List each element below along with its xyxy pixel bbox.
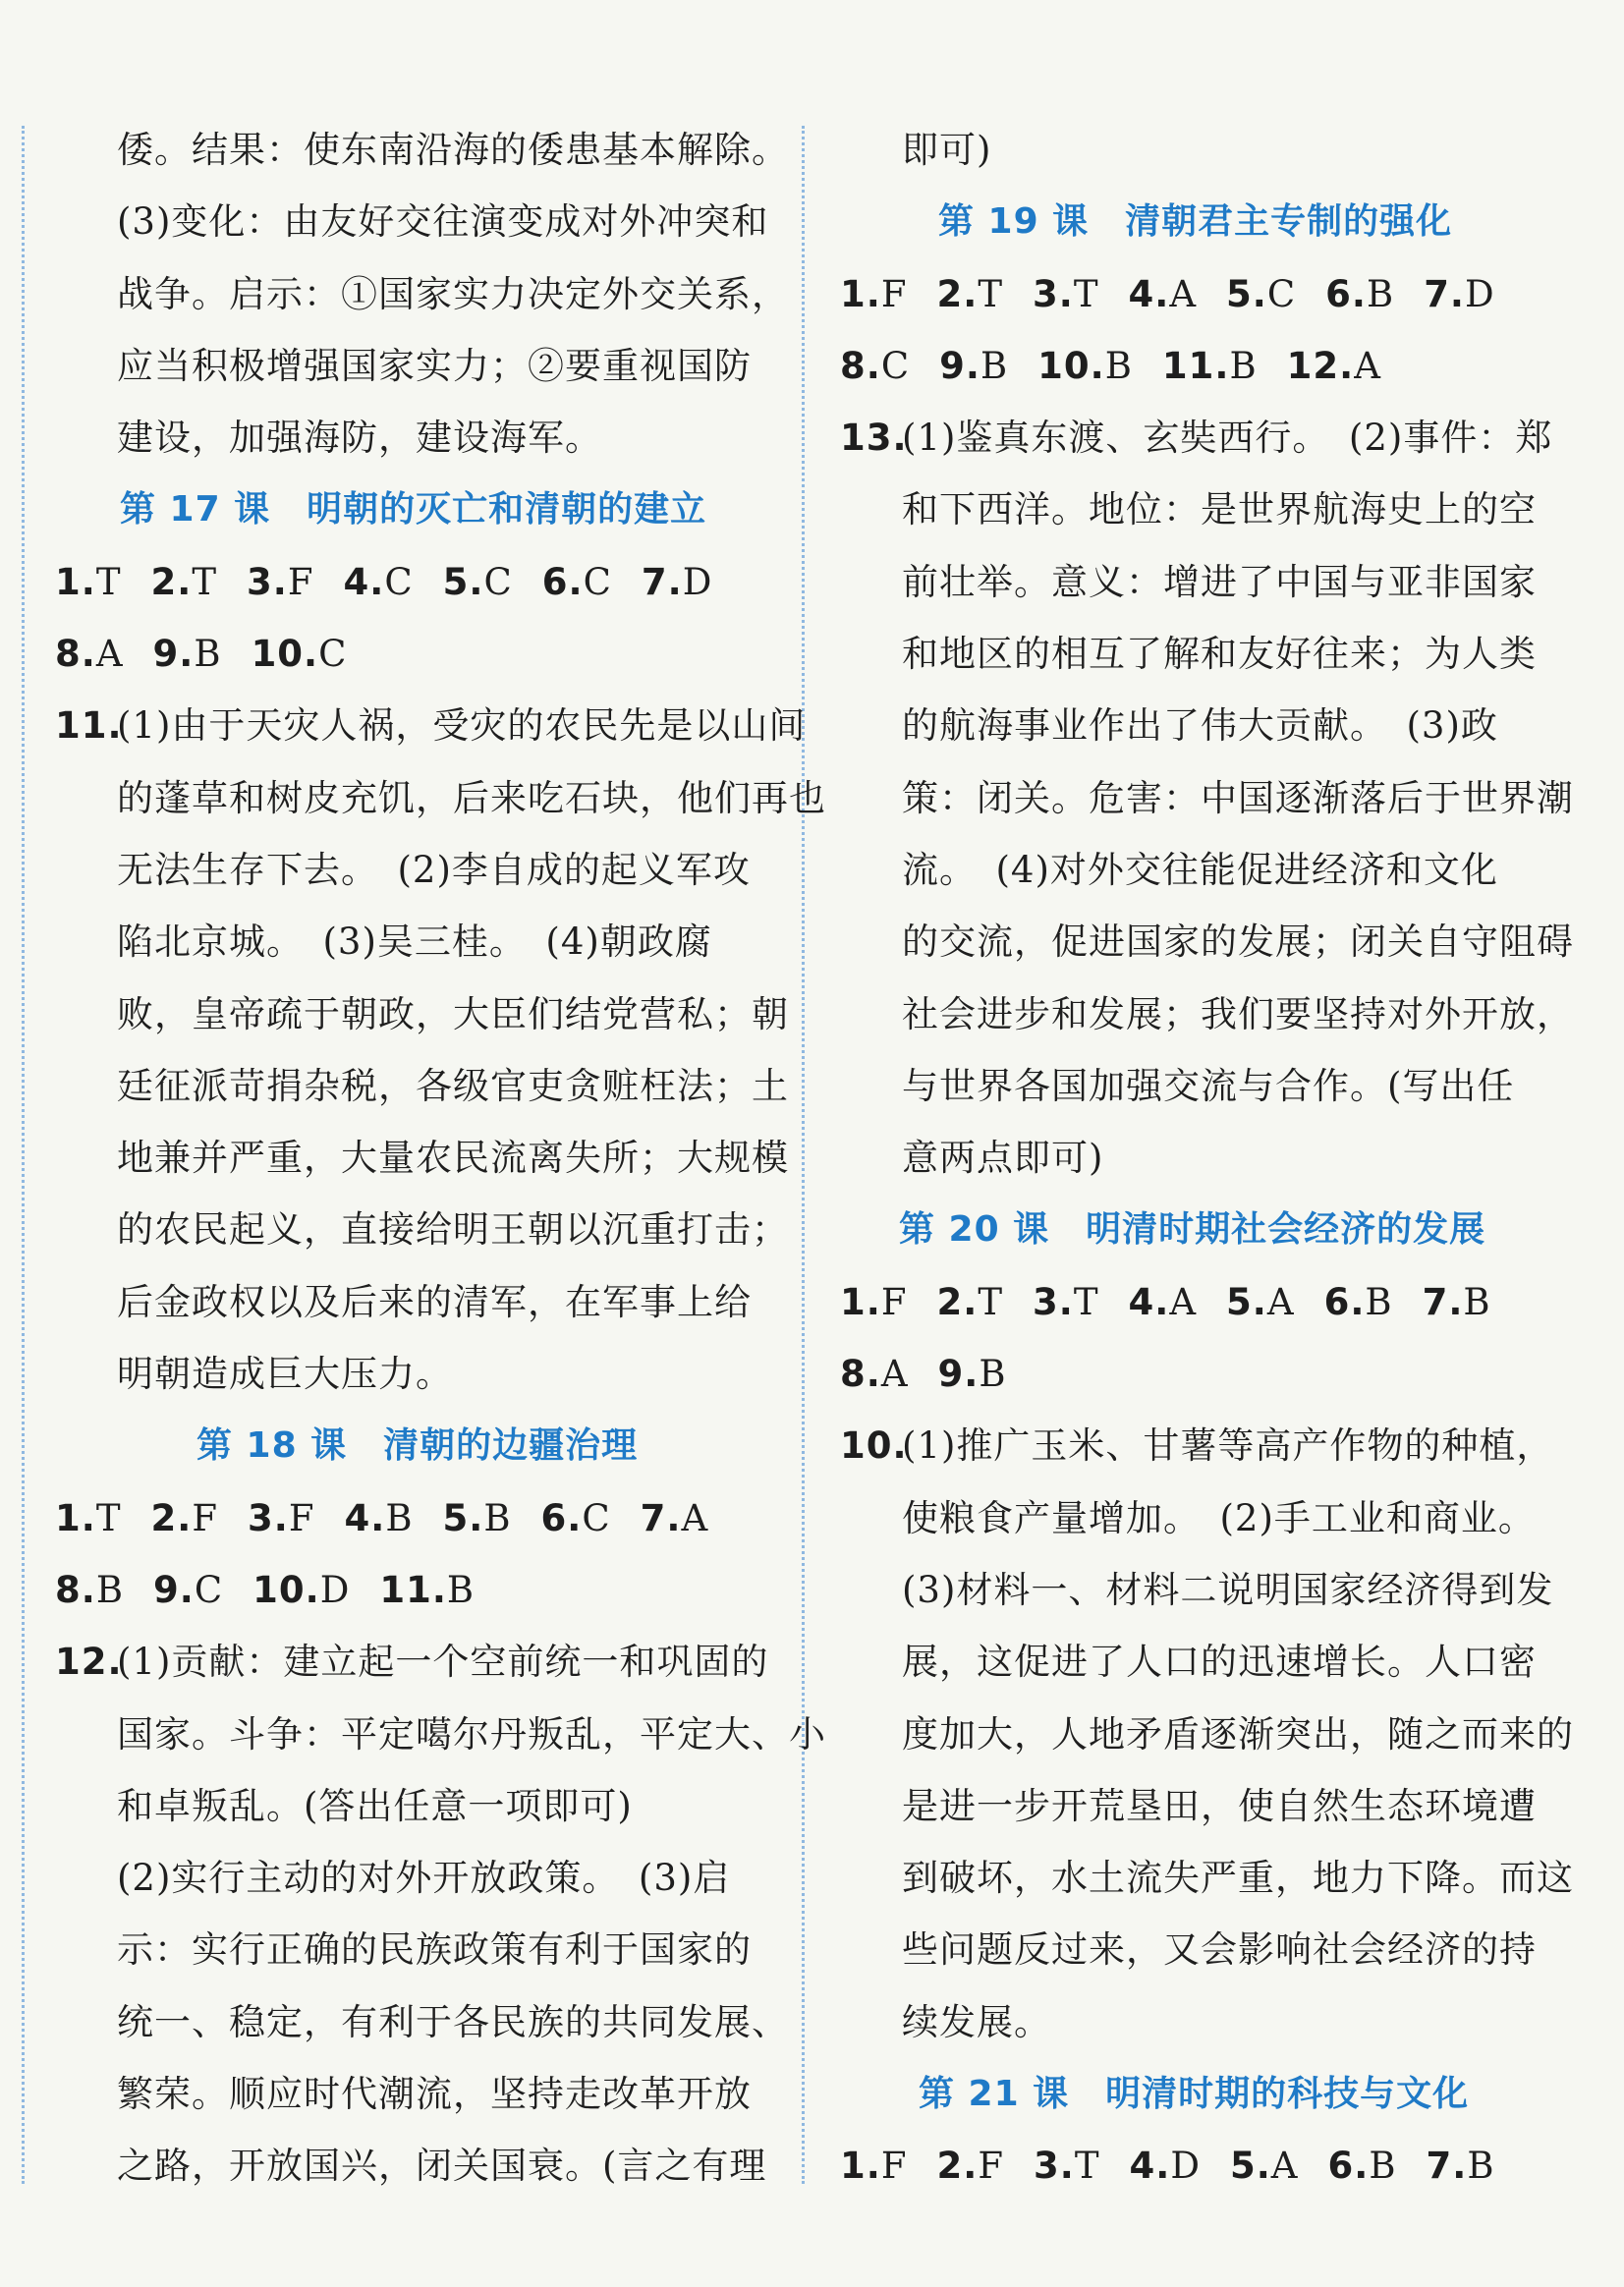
answer-value: B	[1229, 344, 1258, 387]
text-line: 国家。斗争：平定噶尔丹叛乱，平定大、小	[117, 1712, 826, 1756]
text-line: 后金政权以及后来的清军，在军事上给	[117, 1280, 752, 1323]
answer-number: 7.	[1426, 2145, 1468, 2188]
answer-item	[1129, 1266, 1198, 1338]
text-line: 是进一步开荒垦田，使自然生态环境遭	[902, 1784, 1537, 1827]
answer-item	[840, 330, 910, 402]
text-line: (1)推广玉米、甘薯等高产作物的种植，	[902, 1424, 1554, 1468]
text-line: 示：实行正确的民族政策有利于国家的	[117, 1928, 752, 1972]
answer-number: 5.	[1226, 1280, 1267, 1323]
answer-item	[151, 546, 218, 618]
answer-number: 9.	[939, 344, 980, 387]
answer-value: A	[1169, 1280, 1198, 1323]
answer-number: 10.	[1037, 344, 1105, 387]
answer-number: 10.	[251, 633, 319, 676]
answer-number: 5.	[1226, 272, 1267, 315]
answer-value: T	[1074, 2145, 1100, 2188]
answer-item	[840, 1266, 908, 1338]
answer-value: B	[385, 1496, 414, 1539]
text-line: 廷征派苛捐杂税，各级官吏贪赃枉法；土	[117, 1064, 789, 1107]
text-line: 即可)	[902, 129, 992, 171]
text-line: 和地区的相互了解和友好往来；为人类	[902, 633, 1537, 676]
answer-item	[151, 1482, 219, 1554]
answer-number: 1.	[840, 272, 881, 315]
answer-number: 3.	[1033, 272, 1074, 315]
answer-row-17b	[55, 618, 777, 690]
left-column	[55, 114, 826, 2203]
text-line: 和下西洋。地位：是世界航海史上的空	[902, 488, 1537, 531]
answer-item	[55, 618, 124, 690]
answer-item	[937, 2130, 1005, 2202]
answer-number: 5.	[442, 1496, 484, 1539]
answer-number: 2.	[150, 560, 193, 603]
text-line: 的航海事业作出了伟大贡献。 (3)政	[902, 704, 1498, 748]
answer-value: B	[483, 1496, 512, 1539]
answer-item	[939, 330, 1008, 402]
answer-number: 4.	[1128, 272, 1170, 315]
answer-value: D	[682, 560, 713, 603]
answer-item	[1033, 258, 1099, 330]
answer-value: C	[318, 633, 348, 676]
lesson-17-heading: 第 17 课 明朝的灭亡和清朝的建立	[120, 489, 707, 530]
lesson-18-heading: 第 18 课 清朝的边疆治理	[196, 1425, 639, 1467]
text-line: 明朝造成巨大压力。	[117, 1353, 453, 1396]
answer-number: 6.	[541, 560, 584, 603]
text-line: 前壮举。意义：增进了中国与亚非国家	[902, 560, 1537, 603]
answer-number: 6.	[540, 1496, 583, 1539]
answer-item	[1034, 2130, 1100, 2202]
answer-item	[252, 618, 348, 690]
answer-value: B	[1366, 272, 1395, 315]
answer-item	[937, 1266, 1004, 1338]
answer-number: 2.	[936, 1280, 979, 1323]
text-line: 统一、稳定，有利于各民族的共同发展、	[117, 2000, 789, 2043]
answer-item	[1423, 1266, 1491, 1338]
answer-item	[1037, 330, 1133, 402]
answer-value: C	[483, 560, 513, 603]
answer-number: 7.	[640, 1496, 682, 1539]
lesson-19-heading: 第 19 课 清朝君主专制的强化	[938, 201, 1453, 243]
answer-number: 7.	[1422, 1280, 1464, 1323]
text-line: 流。 (4)对外交往能促进经济和文化	[902, 848, 1498, 891]
text-line: 繁荣。顺应时代潮流，坚持走改革开放	[117, 2073, 752, 2116]
answer-number: 6.	[1325, 272, 1367, 315]
answer-number: 9.	[937, 1353, 980, 1396]
text-line: 策：闭关。危害：中国逐渐落后于世界潮	[902, 776, 1574, 819]
answer-item	[1226, 1266, 1295, 1338]
question-12-number: 12.	[55, 1641, 123, 1684]
text-line: (2)实行主动的对外开放政策。 (3)启	[117, 1857, 731, 1900]
answer-number: 6.	[1327, 2145, 1370, 2188]
answer-number: 1.	[55, 560, 96, 603]
right-column	[840, 114, 1574, 2203]
question-11-line-1	[55, 690, 807, 761]
answer-number: 8.	[55, 633, 96, 676]
answer-number: 4.	[343, 560, 385, 603]
text-line: 战争。启示：①国家实力决定外交关系，	[117, 272, 789, 315]
text-line: (1)由于天灾人祸，受灾的农民先是以山间	[117, 704, 807, 748]
answer-item	[248, 1482, 315, 1554]
answer-value: T	[978, 272, 1003, 315]
answer-item	[344, 546, 414, 618]
answer-item	[1230, 2130, 1299, 2202]
answer-value: F	[880, 1280, 908, 1323]
answer-value: T	[192, 560, 217, 603]
answer-value: F	[880, 272, 908, 315]
answer-value: B	[980, 344, 1009, 387]
answer-row-18a	[55, 1482, 777, 1554]
answer-value: B	[446, 1568, 476, 1611]
answer-number: 4.	[344, 1496, 386, 1539]
answer-item	[1033, 1266, 1099, 1338]
answer-item	[247, 546, 314, 618]
answer-value: C	[880, 344, 911, 387]
answer-item	[345, 1482, 414, 1554]
answer-number: 5.	[1229, 2145, 1271, 2188]
lesson-20-heading: 第 20 课 明清时期社会经济的发展	[899, 1209, 1486, 1251]
answer-item	[1424, 258, 1494, 330]
text-line: 度加大，人地矛盾逐渐突出，随之而来的	[902, 1712, 1574, 1756]
question-10-number: 10.	[840, 1424, 908, 1468]
answer-item	[840, 1338, 909, 1410]
answer-value: A	[1169, 272, 1198, 315]
answer-value: D	[1170, 2145, 1201, 2188]
answer-value: F	[978, 2145, 1004, 2188]
answer-value: B	[1104, 344, 1133, 387]
answer-number: 3.	[1034, 2145, 1075, 2188]
answer-item	[840, 2130, 908, 2202]
answer-value: B	[194, 633, 222, 676]
text-line: (1)贡献：建立起一个空前统一和巩固的	[117, 1641, 769, 1684]
answer-value: C	[582, 1496, 611, 1539]
answer-value: A	[95, 633, 124, 676]
answer-number: 7.	[1424, 272, 1465, 315]
answer-item	[153, 1554, 223, 1626]
text-line: 建设，加强海防，建设海军。	[117, 417, 602, 460]
answer-value: F	[880, 2145, 908, 2188]
text-line: 倭。结果：使东南沿海的倭患基本解除。	[117, 129, 789, 171]
answer-number: 4.	[1128, 1280, 1170, 1323]
answer-item	[938, 1338, 1007, 1410]
answer-value: T	[1073, 272, 1099, 315]
answer-value: C	[583, 560, 612, 603]
answer-number: 1.	[55, 1496, 96, 1539]
text-line: 的农民起义，直接给明王朝以沉重打击；	[117, 1208, 789, 1252]
text-line: (1)鉴真东渡、玄奘西行。 (2)事件：郑	[902, 417, 1553, 460]
answer-number: 9.	[152, 633, 195, 676]
answer-item	[1129, 258, 1198, 330]
answer-item	[252, 1554, 350, 1626]
answer-number: 2.	[936, 2145, 979, 2188]
text-line: 意两点即可)	[902, 1137, 1104, 1180]
answer-value: T	[95, 560, 122, 603]
answer-value: A	[681, 1496, 709, 1539]
answer-item	[840, 258, 908, 330]
answer-item	[55, 546, 122, 618]
answer-value: A	[1270, 2145, 1299, 2188]
answer-number: 11.	[1161, 344, 1230, 387]
text-line: 展，这促进了人口的迅速增长。人口密	[902, 1641, 1537, 1684]
answer-row-18b	[55, 1554, 777, 1626]
text-line: 的交流，促进国家的发展；闭关自守阻碍	[902, 920, 1574, 964]
answer-value: A	[1354, 344, 1381, 387]
answer-item	[55, 1482, 122, 1554]
answer-item	[1324, 1266, 1393, 1338]
column-divider-dotted-line	[802, 126, 805, 2184]
answer-item	[542, 546, 612, 618]
answer-item	[1130, 2130, 1201, 2202]
answer-number: 1.	[840, 1280, 881, 1323]
answer-value: T	[95, 1496, 122, 1539]
text-line: (3)材料一、材料二说明国家经济得到发	[902, 1568, 1554, 1611]
lesson-21-heading: 第 21 课 明清时期的科技与文化	[919, 2074, 1470, 2115]
answer-value: B	[1365, 1280, 1393, 1323]
answer-item	[1325, 258, 1394, 330]
answer-value: B	[1369, 2145, 1397, 2188]
text-line: 些问题反过来，又会影响社会经济的持	[902, 1928, 1537, 1972]
answer-row-20a	[840, 1266, 1562, 1338]
answer-value: B	[979, 1353, 1007, 1396]
answer-value: C	[384, 560, 414, 603]
text-line: (3)变化：由友好交往演变成对外冲突和	[117, 200, 769, 244]
answer-value: T	[978, 1280, 1003, 1323]
answer-number: 8.	[55, 1568, 96, 1611]
answer-value: C	[194, 1568, 224, 1611]
answer-item	[1287, 330, 1381, 402]
answer-row-19a	[840, 258, 1562, 330]
answer-row-21a	[840, 2130, 1562, 2202]
answer-value: D	[1465, 272, 1495, 315]
answer-item	[937, 258, 1004, 330]
text-line: 应当积极增强国家实力；②要重视国防	[117, 344, 752, 387]
answer-number: 2.	[936, 272, 979, 315]
answer-value: A	[880, 1353, 909, 1396]
text-line: 使粮食产量增加。 (2)手工业和商业。	[902, 1496, 1536, 1539]
answer-value: B	[1463, 1280, 1491, 1323]
question-10-line-1	[840, 1410, 1562, 1481]
answer-item	[641, 1482, 709, 1554]
question-13-line-1	[840, 402, 1562, 474]
answer-number: 11.	[379, 1568, 447, 1611]
answer-value: F	[287, 560, 314, 603]
text-line: 和卓叛乱。(答出任意一项即可)	[117, 1784, 633, 1827]
answer-item	[1226, 258, 1296, 330]
answer-number: 3.	[1033, 1280, 1074, 1323]
answer-item	[443, 1482, 512, 1554]
answer-row-17a	[55, 546, 777, 618]
answer-number: 8.	[840, 1353, 881, 1396]
answer-number: 6.	[1323, 1280, 1366, 1323]
answer-item	[642, 546, 712, 618]
text-line: 无法生存下去。 (2)李自成的起义军攻	[117, 848, 751, 891]
answer-number: 4.	[1129, 2145, 1171, 2188]
answer-item	[55, 1554, 124, 1626]
answer-item	[443, 546, 513, 618]
answer-item	[1427, 2130, 1495, 2202]
answer-value: F	[288, 1496, 315, 1539]
answer-value: C	[1266, 272, 1297, 315]
question-11-number: 11.	[55, 704, 123, 748]
answer-number: 3.	[248, 1496, 289, 1539]
answer-row-19b	[840, 330, 1562, 402]
answer-number: 3.	[247, 560, 288, 603]
answer-value: B	[95, 1568, 125, 1611]
left-margin-dotted-line	[22, 126, 25, 2184]
text-line: 社会进步和发展；我们要坚持对外开放，	[902, 992, 1574, 1035]
answer-number: 2.	[150, 1496, 193, 1539]
question-12-line-1	[55, 1626, 777, 1698]
answer-row-20b	[840, 1338, 1562, 1410]
text-line: 到破坏，水土流失严重，地力下降。而这	[902, 1857, 1574, 1900]
answer-item	[1162, 330, 1258, 402]
answer-number: 7.	[641, 560, 683, 603]
answer-number: 12.	[1286, 344, 1355, 387]
answer-item	[379, 1554, 475, 1626]
answer-number: 10.	[252, 1568, 320, 1611]
text-line: 地兼并严重，大量农民流离失所；大规模	[117, 1137, 789, 1180]
answer-value: F	[192, 1496, 218, 1539]
answer-item	[541, 1482, 611, 1554]
answer-value: T	[1073, 1280, 1099, 1323]
answer-value: B	[1467, 2145, 1495, 2188]
answer-value: D	[319, 1568, 351, 1611]
answer-number: 8.	[840, 344, 881, 387]
answer-number: 1.	[840, 2145, 881, 2188]
text-line: 败，皇帝疏于朝政，大臣们结党营私；朝	[117, 992, 789, 1035]
answer-item	[153, 618, 222, 690]
text-line: 与世界各国加强交流与合作。(写出任	[902, 1064, 1515, 1107]
text-line: 之路，开放国兴，闭关国衰。(言之有理	[117, 2145, 767, 2188]
answer-item	[1328, 2130, 1397, 2202]
answer-number: 5.	[442, 560, 484, 603]
question-13-number: 13.	[840, 417, 908, 460]
text-line: 的蓬草和树皮充饥，后来吃石块，他们再也	[117, 776, 826, 819]
text-line: 续发展。	[902, 2000, 1051, 2043]
text-line: 陷北京城。 (3)吴三桂。 (4)朝政腐	[117, 920, 712, 964]
answer-value: A	[1266, 1280, 1295, 1323]
answer-number: 9.	[153, 1568, 195, 1611]
